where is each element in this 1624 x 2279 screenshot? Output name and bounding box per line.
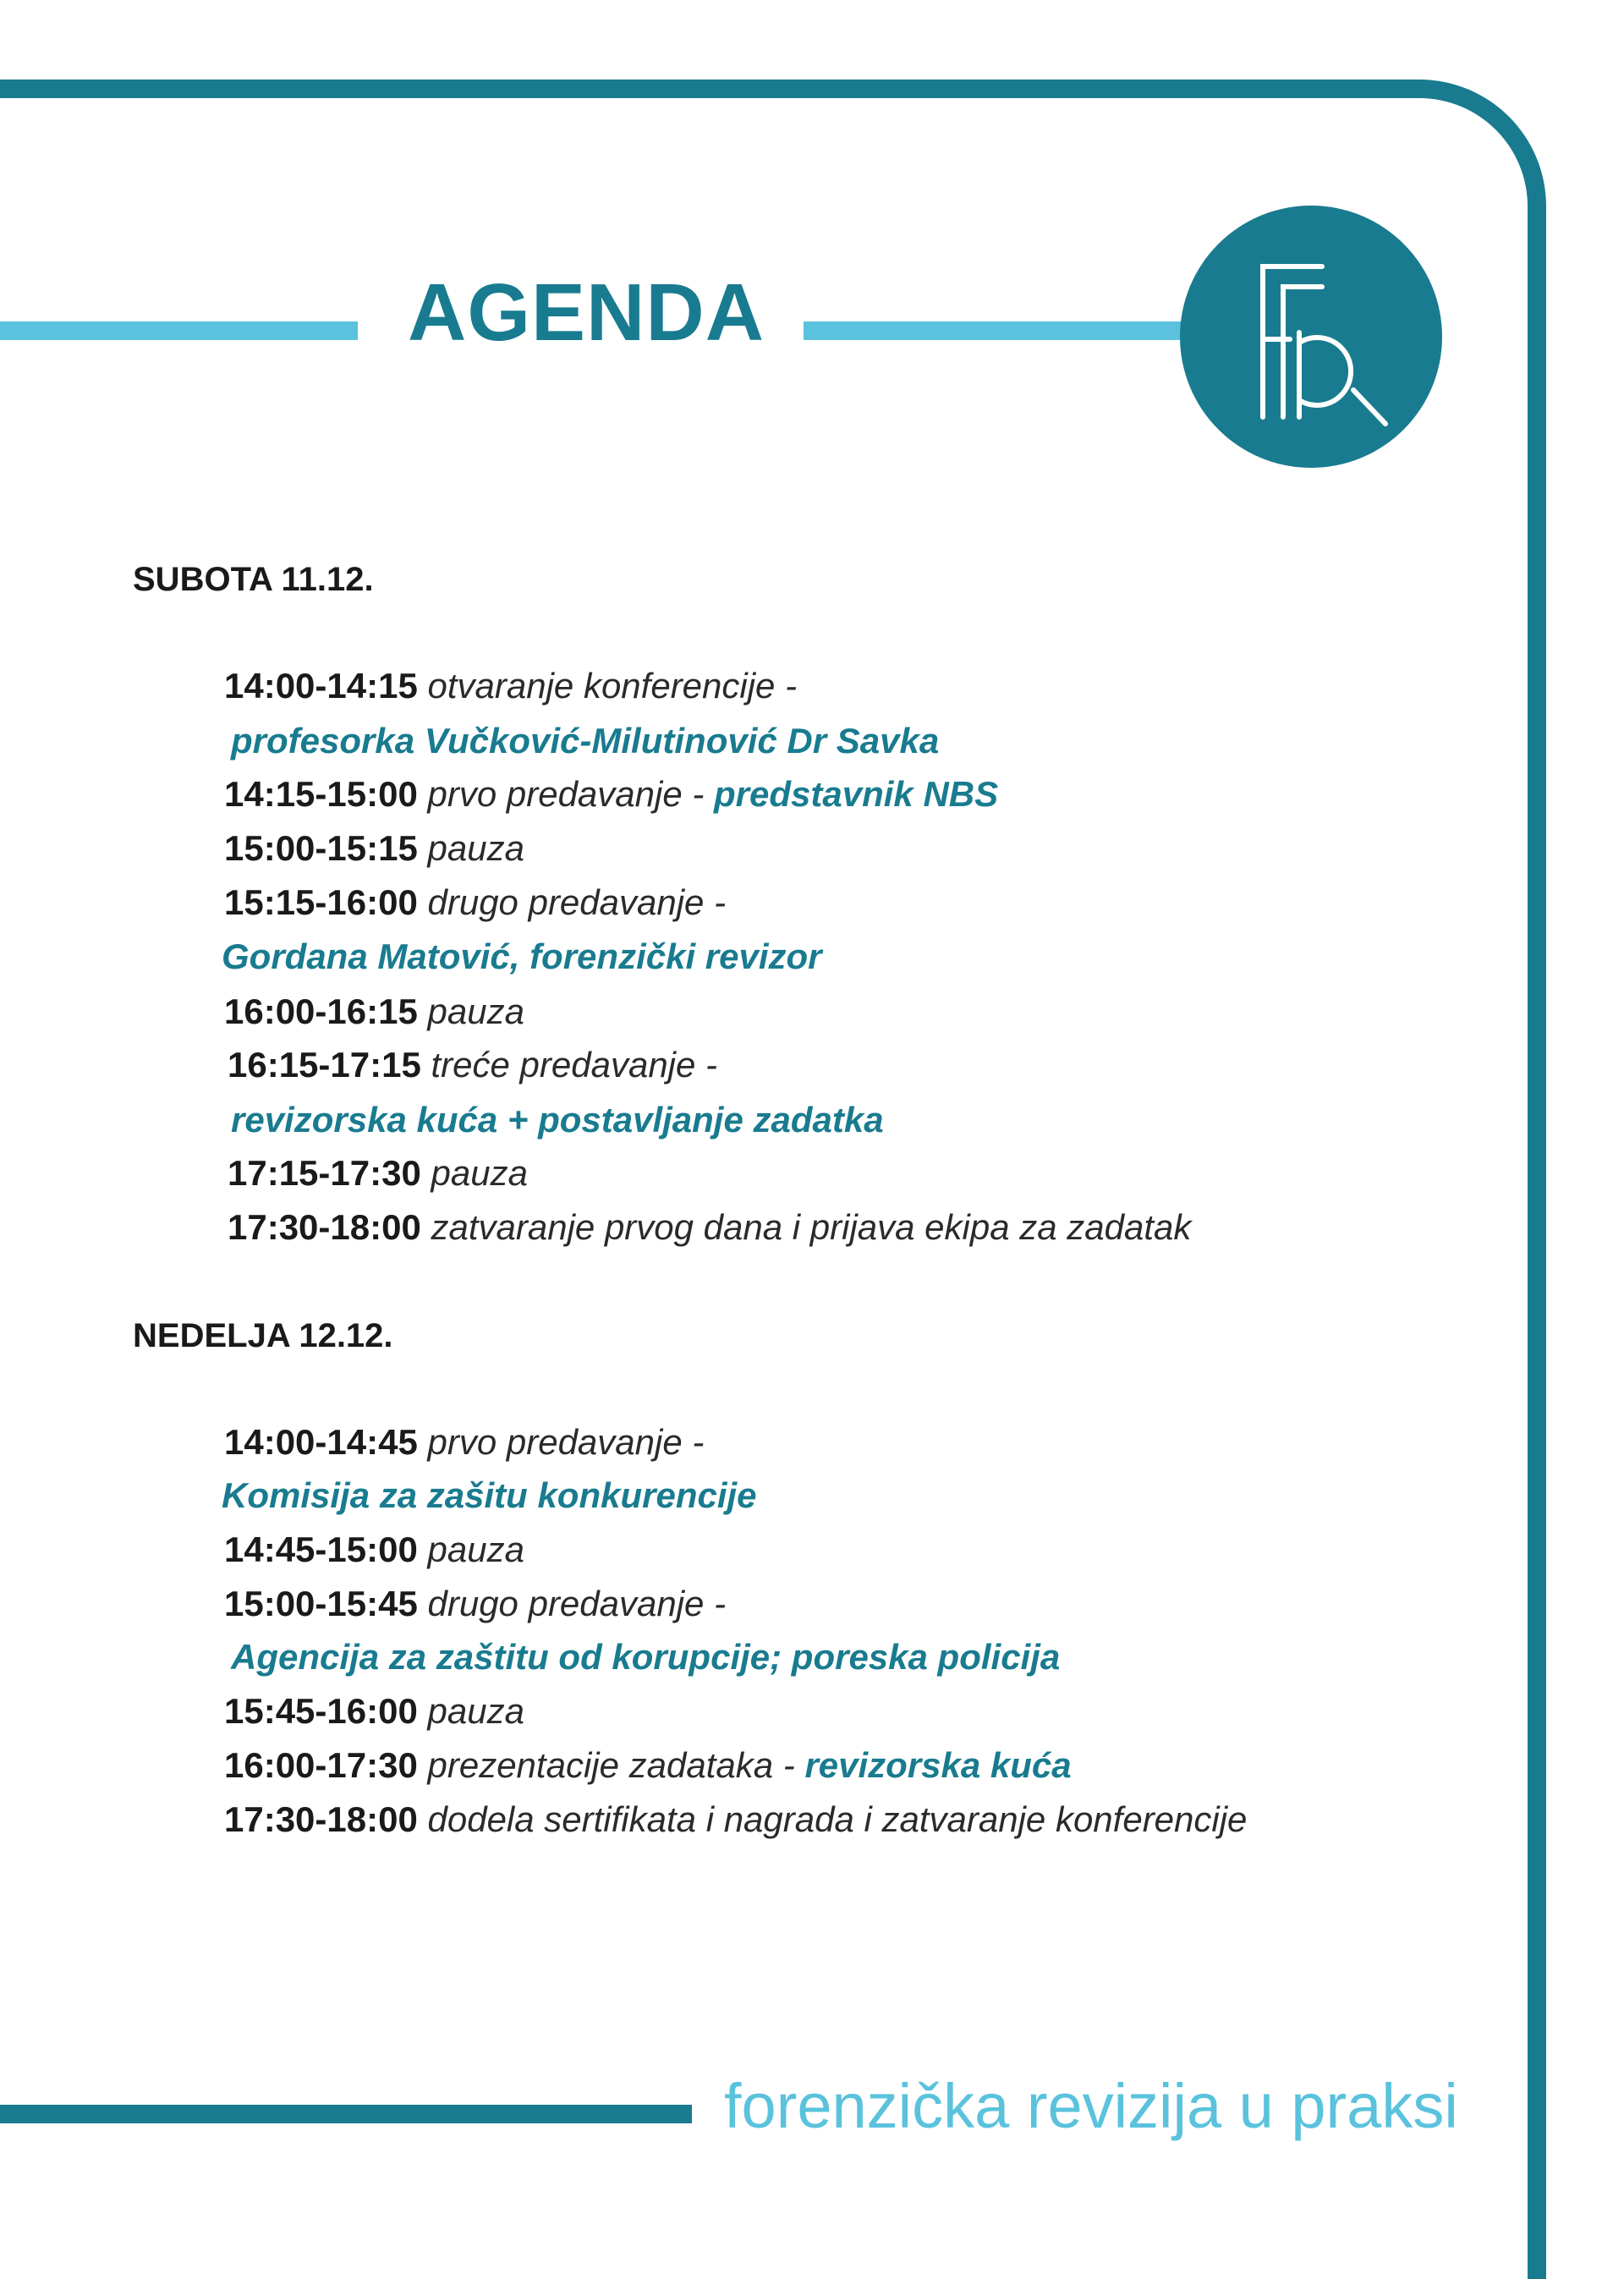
agenda-line <box>224 1799 1248 1839</box>
session-description: pauza <box>431 1153 528 1193</box>
agenda-line <box>228 1153 528 1193</box>
agenda-line <box>228 1047 717 1083</box>
time-range: 16:00-16:15 <box>224 991 418 1031</box>
footer-tagline: forenzička revizija u praksi <box>724 2071 1458 2141</box>
time-range: 14:00-14:15 <box>224 666 418 706</box>
session-description: zatvaranje prvog dana i prijava ekipa za zadatak <box>431 1207 1192 1247</box>
time-range: 14:15-15:00 <box>224 774 418 814</box>
frp-logo-icon <box>1180 206 1442 468</box>
time-range: 14:45-15:00 <box>224 1529 418 1569</box>
agenda-line <box>224 1691 524 1731</box>
session-description: pauza <box>427 828 524 868</box>
agenda-line <box>224 668 797 704</box>
title-line-left <box>0 321 358 340</box>
session-description: pauza <box>427 991 524 1031</box>
agenda-line <box>224 1422 705 1462</box>
speaker-name: revizorska kuća + postavljanje zadatka <box>231 1100 884 1140</box>
day-heading: SUBOTA 11.12. <box>133 561 374 598</box>
time-range: 17:30-18:00 <box>228 1207 421 1247</box>
time-range: 16:00-17:30 <box>224 1745 418 1785</box>
session-description: pauza <box>427 1691 524 1731</box>
session-description: drugo predavanje - <box>427 1584 727 1623</box>
day-heading: NEDELJA 12.12. <box>133 1317 393 1354</box>
speaker-name: revizorska kuća <box>804 1745 1072 1785</box>
speaker-name: predstavnik NBS <box>714 774 999 814</box>
session-description: prvo predavanje - <box>427 1422 705 1462</box>
speaker-name: Komisija za zašitu konkurencije <box>222 1475 757 1515</box>
session-description: otvaranje konferencije - <box>427 666 798 706</box>
agenda-line <box>231 1639 1060 1675</box>
session-description: prvo predavanje - <box>427 774 705 814</box>
time-range: 14:00-14:45 <box>224 1422 418 1462</box>
time-range: 17:15-17:30 <box>228 1153 421 1193</box>
time-range: 15:00-15:15 <box>224 828 418 868</box>
agenda-line <box>228 1207 1192 1247</box>
agenda-line <box>222 936 822 976</box>
time-range: 16:15-17:15 <box>228 1045 421 1085</box>
agenda-line <box>224 991 524 1031</box>
agenda-line <box>231 723 939 759</box>
agenda-line <box>224 1745 1072 1785</box>
time-range: 15:45-16:00 <box>224 1691 418 1731</box>
session-description: pauza <box>427 1529 524 1569</box>
time-range: 17:30-18:00 <box>224 1799 418 1839</box>
title-line-right <box>804 321 1184 340</box>
speaker-name: Gordana Matović, forenzički revizor <box>222 936 822 976</box>
time-range: 15:00-15:45 <box>224 1584 418 1623</box>
session-description: drugo predavanje - <box>427 882 727 922</box>
agenda-line <box>224 1586 726 1622</box>
agenda-line <box>224 882 727 922</box>
session-description: prezentacije zadataka - <box>427 1745 795 1785</box>
speaker-name: profesorka Vučković-Milutinović Dr Savka <box>231 721 940 761</box>
agenda-line <box>231 1102 884 1138</box>
page-title: AGENDA <box>408 267 765 358</box>
time-range: 15:15-16:00 <box>224 882 418 922</box>
footer-line <box>0 2105 692 2123</box>
session-description: treće predavanje - <box>431 1045 718 1085</box>
session-description: dodela sertifikata i nagrada i zatvaranje konferencije <box>427 1799 1248 1839</box>
agenda-line <box>222 1475 757 1515</box>
agenda-line <box>224 1529 524 1569</box>
agenda-line <box>224 828 524 868</box>
speaker-name: Agencija za zaštitu od korupcije; poreska policija <box>231 1637 1061 1677</box>
agenda-line <box>224 774 999 814</box>
